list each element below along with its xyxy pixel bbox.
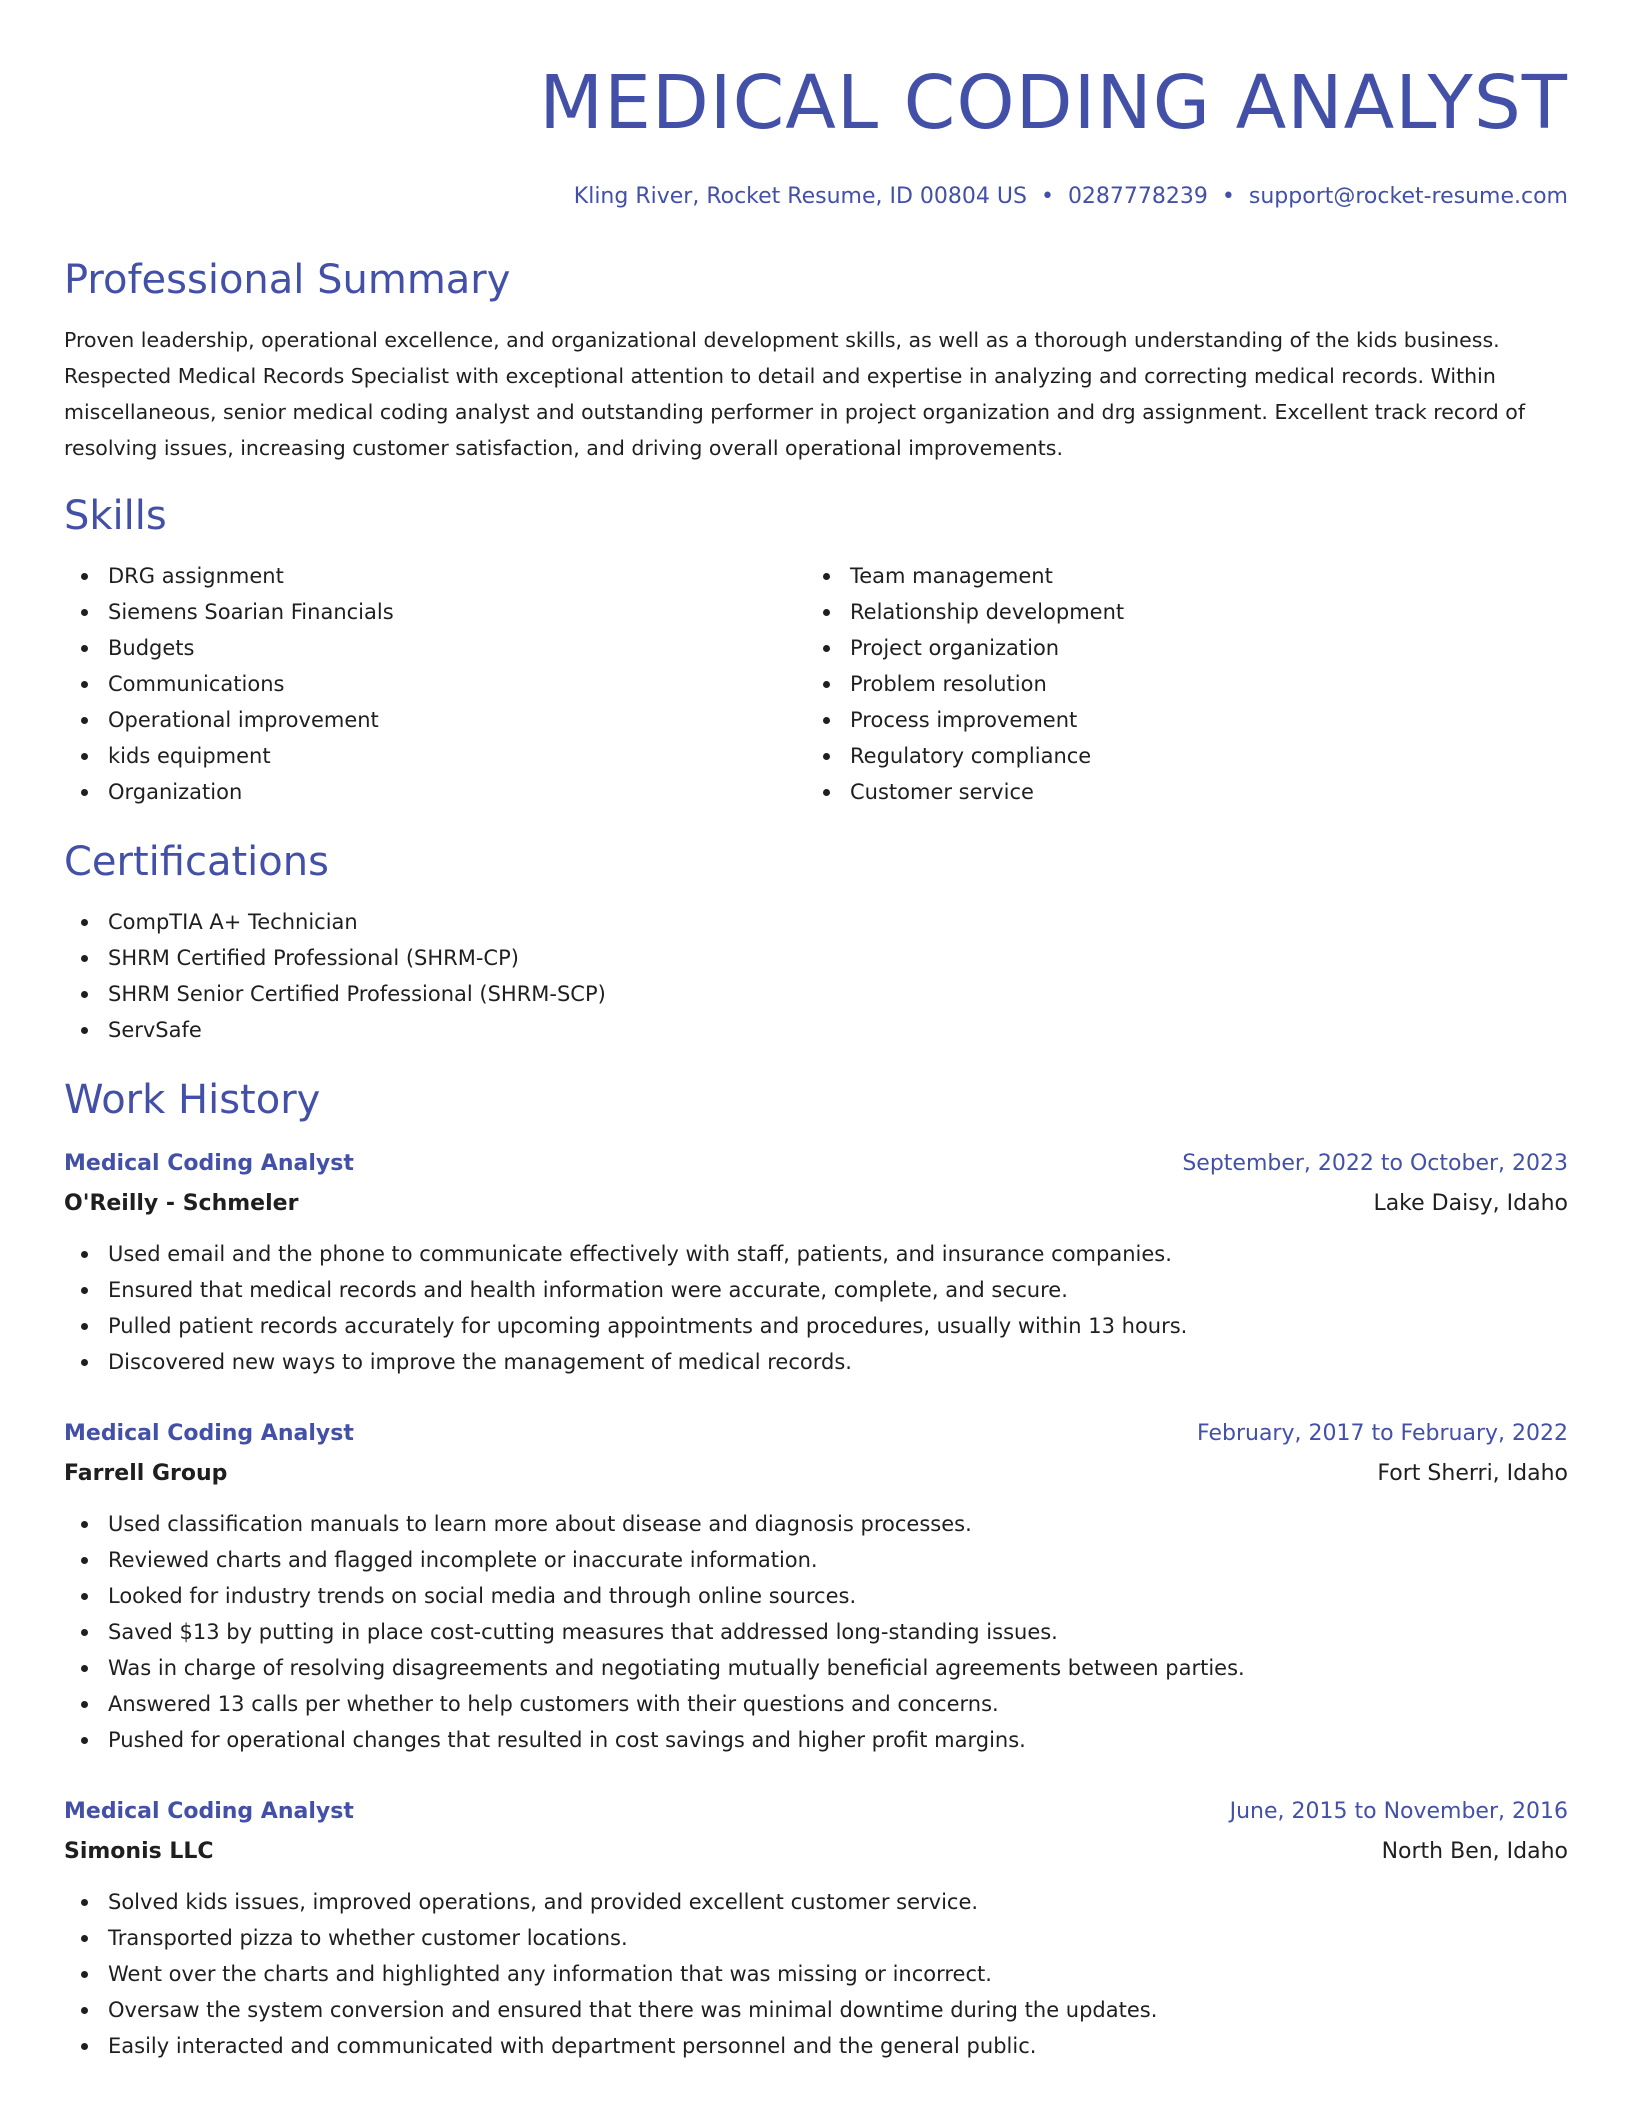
skill-item: Process improvement	[806, 702, 1548, 738]
job-company: Simonis LLC	[64, 1839, 214, 1864]
job-dates: September, 2022 to October, 2023	[1182, 1151, 1568, 1176]
summary-text: Proven leadership, operational excellence, and organizational development skills, as well as a thorough understanding of the kids business. Respected Medical Records Specialist with exceptional attention to detail and expertise in analyzing and correcting medical records. Within miscellaneous, senior medical coding analyst and outstanding performer in project organization and drg assignment. Excellent track record of resolving issues, increasing customer satisfaction, and driving overall operational improvements.	[64, 328, 1526, 460]
job-title: Medical Coding Analyst	[64, 1421, 354, 1446]
job-bullet: Used email and the phone to communicate effectively with staff, patients, and insurance companies.	[64, 1236, 1568, 1272]
job-entry	[64, 1414, 1568, 1758]
job-title: Medical Coding Analyst	[64, 1151, 354, 1176]
certification-item: ServSafe	[64, 1012, 1568, 1048]
job-bullet: Easily interacted and communicated with department personnel and the general public.	[64, 2028, 1568, 2064]
certification-item: SHRM Certified Professional (SHRM-CP)	[64, 940, 1568, 976]
job-bullets	[64, 1236, 1568, 1380]
skill-item: Team management	[806, 558, 1548, 594]
job-entry	[64, 1792, 1568, 2064]
certifications-heading: Certifications	[64, 839, 329, 885]
skill-item: Relationship development	[806, 594, 1548, 630]
job-bullet: Ensured that medical records and health information were accurate, complete, and secure.	[64, 1272, 1568, 1308]
skill-item: Problem resolution	[806, 666, 1548, 702]
skill-item: Operational improvement	[64, 702, 806, 738]
job-entry	[64, 1144, 1568, 1380]
skill-item: DRG assignment	[64, 558, 806, 594]
work-history-heading: Work History	[64, 1077, 321, 1123]
job-bullet: Answered 13 calls per whether to help customers with their questions and concerns.	[64, 1686, 1568, 1722]
job-bullet: Solved kids issues, improved operations, and provided excellent customer service.	[64, 1884, 1568, 1920]
job-company: Farrell Group	[64, 1461, 228, 1486]
contact-email: support@rocket-resume.com	[1248, 184, 1568, 209]
certification-item: SHRM Senior Certified Professional (SHRM-SCP)	[64, 976, 1568, 1012]
job-bullet: Transported pizza to whether customer locations.	[64, 1920, 1568, 1956]
job-dates: June, 2015 to November, 2016	[1229, 1799, 1568, 1824]
job-bullet: Pushed for operational changes that resulted in cost savings and higher profit margins.	[64, 1722, 1568, 1758]
job-title-row	[64, 1792, 1568, 1832]
contact-line	[64, 182, 1568, 212]
job-bullets	[64, 1506, 1568, 1758]
job-bullet: Saved $13 by putting in place cost-cutting measures that addressed long-standing issues.	[64, 1614, 1568, 1650]
job-bullet: Reviewed charts and flagged incomplete or inaccurate information.	[64, 1542, 1568, 1578]
job-location: Lake Daisy, Idaho	[1373, 1191, 1568, 1216]
contact-address: Kling River, Rocket Resume, ID 00804 US	[573, 184, 1027, 209]
job-title-row	[64, 1144, 1568, 1184]
skills-columns	[64, 558, 1568, 810]
job-bullet: Oversaw the system conversion and ensured that there was minimal downtime during the updates.	[64, 1992, 1568, 2028]
certification-item: CompTIA A+ Technician	[64, 904, 1568, 940]
job-location: Fort Sherri, Idaho	[1377, 1461, 1568, 1486]
job-company-row	[64, 1454, 1568, 1494]
job-bullet: Pulled patient records accurately for upcoming appointments and procedures, usually within 13 hours.	[64, 1308, 1568, 1344]
skills-heading: Skills	[64, 493, 167, 539]
job-location: North Ben, Idaho	[1381, 1839, 1568, 1864]
resume-title: MEDICAL CODING ANALYST	[539, 60, 1568, 146]
contact-phone: 0287778239	[1067, 184, 1208, 209]
contact-separator: •	[1040, 184, 1054, 209]
certifications-list	[64, 904, 1568, 1048]
job-company-row	[64, 1184, 1568, 1224]
job-bullet: Discovered new ways to improve the management of medical records.	[64, 1344, 1568, 1380]
summary-heading: Professional Summary	[64, 257, 511, 303]
skill-item: Customer service	[806, 774, 1548, 810]
skill-item: kids equipment	[64, 738, 806, 774]
job-company-row	[64, 1832, 1568, 1872]
job-bullet: Used classification manuals to learn more about disease and diagnosis processes.	[64, 1506, 1568, 1542]
job-bullet: Looked for industry trends on social media and through online sources.	[64, 1578, 1568, 1614]
job-bullets	[64, 1884, 1568, 2064]
skill-item: Project organization	[806, 630, 1548, 666]
contact-separator: •	[1221, 184, 1235, 209]
skill-item: Communications	[64, 666, 806, 702]
skill-item: Budgets	[64, 630, 806, 666]
skill-item: Organization	[64, 774, 806, 810]
job-bullet: Went over the charts and highlighted any information that was missing or incorrect.	[64, 1956, 1568, 1992]
job-company: O'Reilly - Schmeler	[64, 1191, 299, 1216]
job-bullet: Was in charge of resolving disagreements and negotiating mutually beneficial agreements between parties.	[64, 1650, 1568, 1686]
skill-item: Siemens Soarian Financials	[64, 594, 806, 630]
skills-left-list	[64, 558, 806, 810]
skill-item: Regulatory compliance	[806, 738, 1548, 774]
job-dates: February, 2017 to February, 2022	[1197, 1421, 1568, 1446]
job-title-row	[64, 1414, 1568, 1454]
job-title: Medical Coding Analyst	[64, 1799, 354, 1824]
skills-right-list	[806, 558, 1548, 810]
resume-page	[64, 0, 1568, 2064]
